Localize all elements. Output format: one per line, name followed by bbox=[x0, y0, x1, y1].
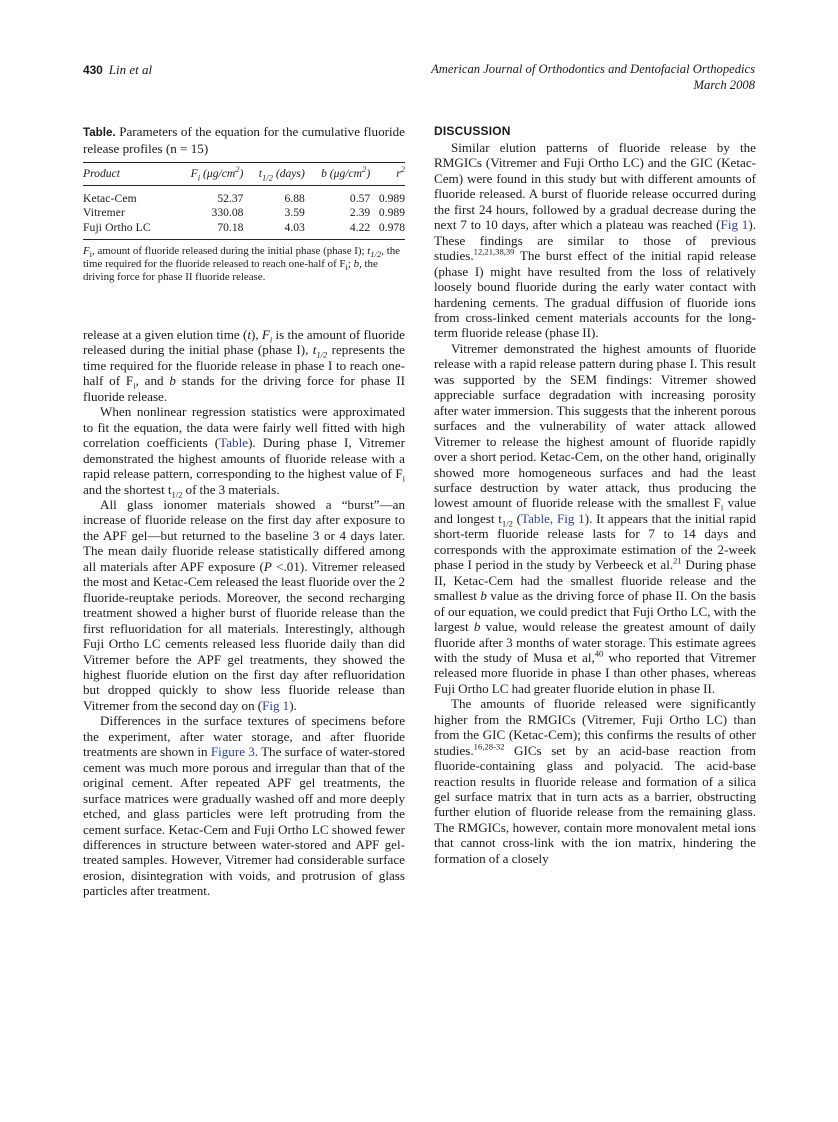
table-head bbox=[83, 163, 405, 186]
rp1-t3: The burst effect of the initial rapid release (phase I) might have resulted from the loss of relatively loosely bound fluoride during the early water contact with hardening cements. The gradual diffusion of fluoride ions from cross-linked cement materials accounts for the long-term fluoride release (phase II). bbox=[434, 248, 756, 341]
footnote-b-symbol: b bbox=[353, 257, 360, 270]
right-column-text bbox=[434, 124, 756, 866]
rp2-t3: ( bbox=[512, 510, 522, 526]
cell-r2: 0.989 bbox=[378, 192, 405, 206]
footnote-fi-text: , amount of fluoride released during the initial phase (phase I); bbox=[92, 244, 368, 257]
cell-product: Fuji Ortho LC bbox=[83, 220, 173, 239]
p1-var-b: b bbox=[169, 373, 176, 389]
cell-b: 0.57 bbox=[349, 192, 371, 206]
p1-var-t: t bbox=[247, 327, 251, 342]
paragraph-vitremer-sem bbox=[434, 341, 756, 696]
issue-date: March 2008 bbox=[693, 77, 755, 92]
link-fig1[interactable]: Fig 1 bbox=[720, 217, 749, 233]
col-header-b: b $(\mu g/cm^2)$ bbox=[305, 163, 370, 186]
col-header-fi: $F_i$ $(\mu g/cm^2)$ bbox=[173, 163, 243, 186]
cell-fi: 330.08 bbox=[211, 206, 244, 220]
p1-var-f-sub: i bbox=[269, 334, 273, 345]
rp2-t6: value as the driving force of phase II. On the basis of our equation, we could predict that Fuji Ortho LC, with the largest bbox=[434, 588, 756, 635]
rp2-var-b2: b bbox=[473, 619, 481, 635]
cell-fi: 70.18 bbox=[173, 220, 243, 239]
table-block bbox=[83, 124, 405, 285]
running-head bbox=[83, 62, 755, 98]
section-heading-discussion: DISCUSSION bbox=[434, 124, 511, 138]
footnote-thalf-sub: 1/2 bbox=[370, 248, 382, 259]
p1-t5: , and bbox=[135, 373, 170, 389]
cell-b: 4.22 bbox=[305, 220, 370, 239]
table-label: Table. bbox=[83, 126, 116, 139]
p1-t6: stands for the driving force for phase II fluoride release. bbox=[83, 373, 406, 404]
page-number: 430 bbox=[83, 63, 103, 77]
parameters-table bbox=[83, 162, 405, 239]
cell-r2: 0.989 bbox=[378, 206, 405, 220]
p2-thalf-sub: 1/2 bbox=[171, 489, 183, 500]
footnote-fi-sub2: i bbox=[345, 262, 348, 273]
link-figure3[interactable]: Figure 3 bbox=[210, 744, 255, 760]
running-head-left bbox=[83, 62, 152, 78]
p1-t3: is the amount of fluoride released during the initial phase (phase I), bbox=[83, 327, 405, 358]
col-header-r2: $r^2$ bbox=[370, 163, 405, 186]
p3-t2: <.01). Vitremer released the most and Ketac-Cem released the least fluoride over the 2 fluoride-reuptake periods. Moreover, the second recharging treatment showed a higher burst of fluoride release than the first refluoridation for all materials. Interestingly, although Fuji Ortho LC cements released less fluoride daily than did Vitremer before the APF gel treatments, they showed the highest fluoride elution on the first day after refluoridation but dropped quickly to show less fluoride release than Vitremer from the second day on ( bbox=[83, 558, 405, 713]
table-caption bbox=[83, 124, 405, 156]
rp2-t2: value and longest t bbox=[434, 495, 756, 526]
table-row bbox=[83, 186, 405, 206]
link-table[interactable]: Table bbox=[219, 435, 249, 451]
rp1-t2: ). These findings are similar to those of previous studies. bbox=[434, 217, 756, 264]
cell-thalf: 4.03 bbox=[243, 220, 304, 239]
rp2-thalf-sub: 1/2 bbox=[501, 518, 513, 529]
col-header-thalf: $t_{1/2}$ (days) bbox=[243, 163, 304, 186]
rp2-t8: who reported that Vitremer released more fluoride in phase I than other phases, whereas Fuji Ortho LC had greater fluoride elution in phase II. bbox=[434, 649, 756, 696]
footnote-sep: ; bbox=[347, 257, 354, 270]
p3-t1: All glass ionomer materials showed a “burst”—an increase of fluoride release on the first day after exposure to the APF gel—but returned to the baseline 3 or 4 days later. The mean daily fluoride release statistically differed among all materials after APF exposure ( bbox=[83, 496, 405, 574]
p1-t4-sub: i bbox=[133, 380, 136, 391]
table-caption-text: Parameters of the equation for the cumulative fluoride release profiles (n = 15) bbox=[83, 124, 405, 156]
p2-t2: ). During phase I, Vitremer demonstrated the highest amounts of fluoride release with a rapid release pattern, corresponding to the highest value of F bbox=[83, 435, 405, 482]
col-header-product: Product bbox=[83, 163, 173, 186]
rp2-fi-sub: i bbox=[720, 503, 724, 514]
p2-fi-sub: i bbox=[402, 473, 405, 484]
rp2-t7: value, would release the greatest amount of daily fluoride after 3 months of water storage. This estimate agrees with the study of Musa et al, bbox=[434, 619, 756, 665]
p1-var-thalf: t bbox=[312, 342, 317, 358]
p2-t1: When nonlinear regression statistics were approximated to fit the equation, the data were fairly well fitted with high correlation coefficients ( bbox=[83, 404, 405, 451]
cell-fi: 52.37 bbox=[217, 192, 244, 206]
footnote-b-text: , the driving force for phase II fluoride release. bbox=[83, 257, 378, 284]
table-body bbox=[83, 186, 405, 239]
p2-t4: of the 3 materials. bbox=[182, 481, 280, 497]
rp3-t2: GICs set by an acid-base reaction from fluoride-containing glass and polyacid. The acid-base reaction results in fluoride release and formation of a silica gel surface matrix that in turn acts as a barrier, obstructing further elution of fluoride release from the remaining glass. The RMGICs, however, contain more monovalent metal ions that cannot cross-link with the ion matrix, hindering the formation of a closely bbox=[434, 742, 756, 866]
footnote-thalf-symbol: t bbox=[367, 244, 371, 257]
table-footnote bbox=[83, 245, 405, 285]
rp2-t5: During phase II, Ketac-Cem had the smallest fluoride release and the smallest bbox=[434, 557, 756, 604]
footnote-fi-sub: i bbox=[89, 248, 93, 259]
rp2-t1: Vitremer demonstrated the highest amounts of fluoride release with a rapid release pattern during phase I. This result was supported by the SEM findings: Vitremer showed appreciable surface degradation with increasing porosity after water immersion. This suggests that the inherent porous surfaces and the vulnerability of water attack allowed Vitremer to release the highest amount of fluoride rapidly over a short period. Ketac-Cem, on the other hand, originally showed more homogeneous surfaces and had the least surface destruction by water attack, thus producing the lowest amount of fluoride release with the smallest F bbox=[434, 340, 756, 511]
paragraph-equation-terms bbox=[83, 327, 405, 404]
footnote-thalf-text: , the time required for the fluoride released to reach one-half of F bbox=[83, 244, 401, 270]
citation-superscript: 16,28-32 bbox=[473, 741, 505, 752]
p3-var-p: P bbox=[263, 558, 272, 574]
p3-t3: ). bbox=[289, 697, 297, 713]
rp2-var-b1: b bbox=[480, 588, 487, 604]
paragraph-surface-textures bbox=[83, 713, 405, 898]
left-column-text bbox=[83, 327, 405, 899]
table-row bbox=[83, 206, 405, 220]
rp1-t1: Similar elution patterns of fluoride release by the RMGICs (Vitremer and Fuji Ortho LC) and the GIC (Ketac-Cem) were found in this study but with different amounts of fluoride released. A burst of fluoride release occurred during the first 24 hours, followed by a gradual decrease during the next 7 to 10 days, after which a plateau was reached ( bbox=[434, 140, 756, 233]
table-row bbox=[83, 220, 405, 239]
cell-thalf: 3.59 bbox=[284, 206, 305, 220]
cell-product: Ketac-Cem bbox=[83, 192, 137, 206]
citation-superscript: 21 bbox=[673, 555, 682, 566]
link-table-fig1[interactable]: Table, Fig 1 bbox=[521, 510, 585, 526]
cell-r2: 0.978 bbox=[370, 220, 405, 239]
journal-title: American Journal of Orthodontics and Dentofacial Orthopedics bbox=[431, 62, 755, 76]
citation-superscript: 40 bbox=[594, 648, 604, 659]
paragraph-rmgic-vs-gic bbox=[434, 696, 756, 866]
link-fig1[interactable]: Fig 1 bbox=[262, 697, 290, 713]
citation-superscript: 12,21,38,39 bbox=[473, 246, 515, 257]
p1-var-f: F bbox=[261, 327, 270, 342]
rp3-t1: The amounts of fluoride released were significantly higher from the RMGICs (Vitremer, Fuji Ortho LC) than from the GIC (Ketac-Cem); this confirms the results of other studies. bbox=[434, 696, 756, 758]
cell-product: Vitremer bbox=[83, 206, 125, 220]
paragraph-elution-patterns bbox=[434, 140, 756, 341]
p1-t2: ), bbox=[250, 327, 262, 342]
paragraph-regression bbox=[83, 404, 405, 500]
p2-t3: and the shortest t bbox=[83, 481, 172, 497]
p1-t4: represents the time required for the fluoride release in phase I to reach one-half of F bbox=[83, 342, 405, 389]
paragraph-burst bbox=[83, 497, 405, 713]
cell-b: 2.39 bbox=[349, 206, 371, 220]
footnote-fi-symbol: F bbox=[83, 244, 90, 257]
running-head-authors: Lin et al bbox=[108, 62, 153, 77]
p4-t1: Differences in the surface textures of specimens before the experiment, after water storage, and after fluoride treatments are shown in bbox=[83, 713, 405, 760]
p1-var-thalf-sub: 1/2 bbox=[316, 350, 328, 361]
table-header-row bbox=[83, 163, 405, 186]
running-head-right bbox=[431, 62, 755, 93]
rp2-t4: ). It appears that the initial rapid short-term fluoride release lasts for 7 to 14 days and corresponds with the approximate estimation of the 2-week phase I period in the study by Verbeeck et al. bbox=[434, 510, 757, 573]
cell-thalf: 6.88 bbox=[284, 192, 305, 206]
p4-t2: . The surface of water-stored cement was much more porous and irregular than that of the original cement. After repeated APF gel treatments, the surface matrices were gradually washed off and more deeply etched, and glass particles were left protruding from the cement surface. Ketac-Cem and Fuji Ortho LC showed fewer differences in structure between water-stored and APF gel-treated samples. However, Vitremer had considerable surface erosion, disintegration with voids, and protrusion of glass particles after treatment. bbox=[83, 744, 405, 899]
p1-t1: release at a given elution time ( bbox=[83, 327, 248, 342]
